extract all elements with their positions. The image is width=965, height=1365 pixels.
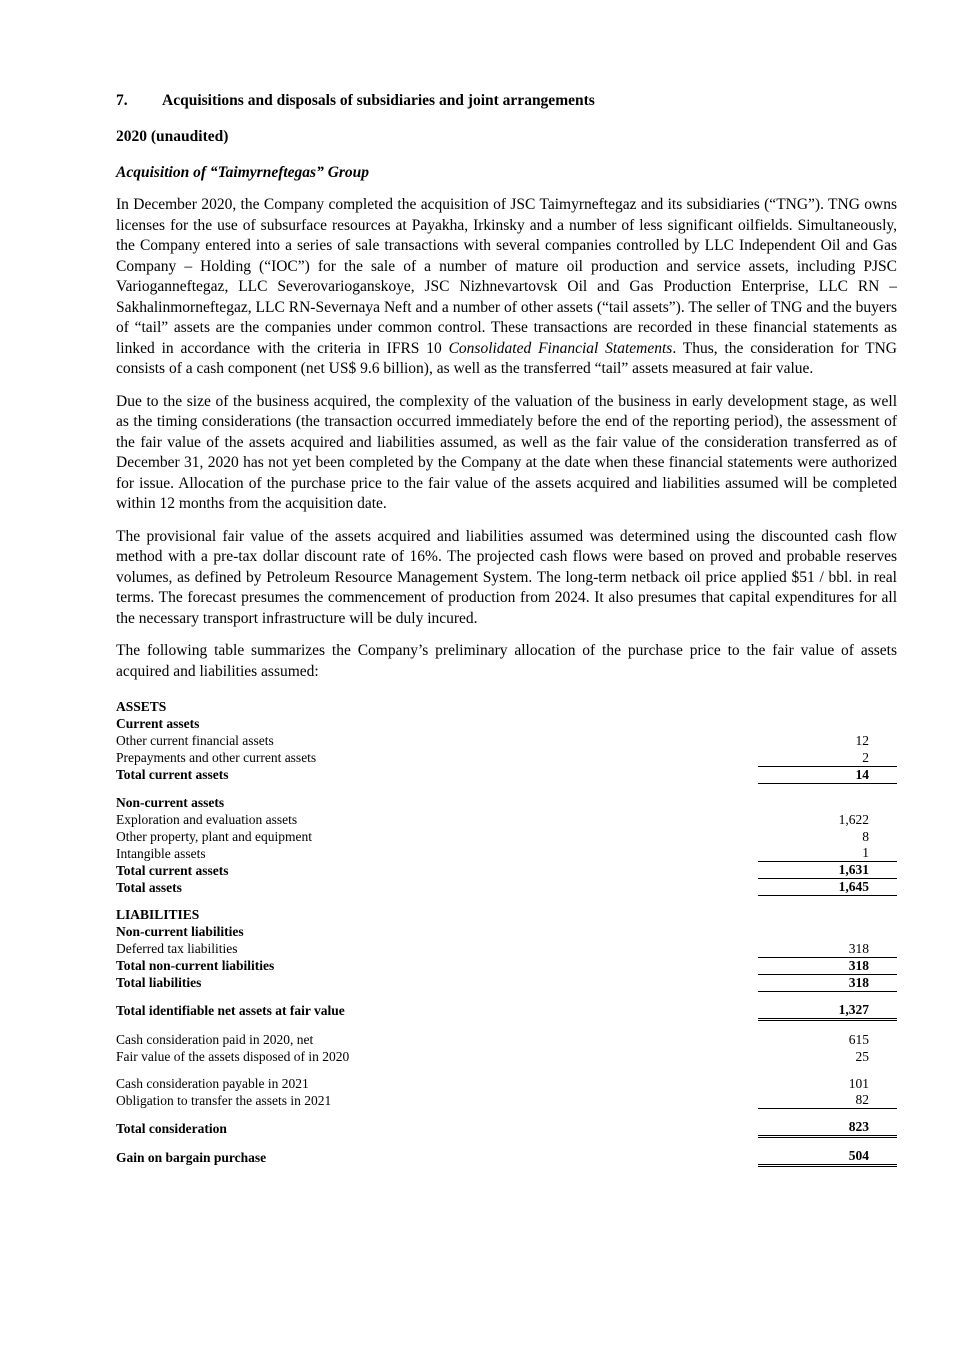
paragraph-2: Due to the size of the business acquired, the complexity of the valuation of the business in early development stage, as well as the timing considerations (the transaction occurred immediately before the end of the reporting period), the assessment of the fair value of the assets acquired and liabilities assumed, as well as the fair value of the consideration transferred as of December 31, 2020 has not yet been completed by the Company at the date when these financial statements were authorized for issue. Allocation of the purchase price to the fair value of the assets acquired and liabilities assumed will be completed within 12 months from the acquisition date. <box>116 392 897 512</box>
table-row: Total consideration 823 <box>116 1119 897 1137</box>
table-row: Total assets 1,645 <box>116 879 897 896</box>
section-heading <box>116 92 897 110</box>
table-row: Other property, plant and equipment 8 <box>116 828 869 844</box>
table-row: Deferred tax liabilities 318 <box>116 940 897 957</box>
paragraph-1: In December 2020, the Company completed the acquisition of JSC Taimyrneftegaz and its subsidiaries (“TNG”). TNG owns licenses for the use of subsurface resources at Payakha, Irkinsky and a number of less significant oilfields. Simultaneously, the Company entered into a series of sale transactions with several companies controlled by LLC Independent Oil and Gas Company – Holding (“IOC”) for the sale of a number of mature oil production and service assets, including PJSC Varioganneftegaz, LLC Severovarioganskoye, JSC Nizhnevartovsk Oil and Gas Production Enterprise, LLC RN – Sakhalinmorneftegaz, LLC RN-Severnaya Neft and a number of other assets (“tail assets”). The seller of TNG and the buyers of “tail” assets are the companies under common control. These transactions are recorded in these financial statements as linked in accordance with the criteria in IFRS 10 Consolidated Financial Statements. Thus, the consideration for TNG consists of a cash component (net US$ 9.6 billion), as well as the transferred “tail” assets measured at fair value. <box>116 196 898 377</box>
table-row: Obligation to transfer the assets in 2021 82 <box>116 1092 897 1109</box>
table-row: Fair value of the assets disposed of in 2020 25 <box>116 1048 869 1064</box>
table-row: Cash consideration payable in 2021 101 <box>116 1075 869 1091</box>
section-number: 7. <box>116 92 128 109</box>
table-row: Total current assets 1,631 <box>116 862 897 879</box>
table-row: Non-current assets <box>116 794 225 810</box>
paragraph-3: The provisional fair value of the assets acquired and liabilities assumed was determined using the discounted cash flow method with a pre-tax dollar discount rate of 16%. The projected cash flows were based on proved and probable reserves volumes, as defined by Petroleum Resource Management System. The long-term netback oil price applied $51 / bbl. in real terms. The forecast presumes the commencement of production from 2024. It also presumes that capital expenditures for all the necessary transport infrastructure will be duly incured. <box>116 527 897 627</box>
table-row: Non-current liabilities <box>116 924 244 939</box>
paragraph-4: The following table summarizes the Company’s preliminary allocation of the purchase price to the fair value of assets acquired and liabilities assumed: <box>116 642 897 680</box>
table-row: Gain on bargain purchase 504 <box>116 1148 897 1166</box>
table-row: Total liabilities 318 <box>116 974 897 991</box>
table-row: LIABILITIES <box>116 907 200 922</box>
table-row: Cash consideration paid in 2020, net 615 <box>116 1031 869 1047</box>
period-heading: 2020 (unaudited) <box>116 128 229 145</box>
document-page <box>116 92 897 1167</box>
table-row: Intangible assets 1 <box>116 845 897 862</box>
table-row: Total identifiable net assets at fair value 1,327 <box>116 1002 897 1020</box>
table-row: Current assets <box>116 716 200 731</box>
subsection-heading: Acquisition of “Taimyrneftegas” Group <box>116 164 370 181</box>
table-row: ASSETS <box>116 699 167 714</box>
table-row: Other current financial assets 12 <box>116 733 869 748</box>
purchase-price-allocation-table <box>116 698 897 1167</box>
ifrs-reference: Consolidated Financial Statements <box>448 339 673 357</box>
section-title: Acquisitions and disposals of subsidiaries and joint arrangements <box>162 92 595 109</box>
table-row: Exploration and evaluation assets 1,622 <box>116 811 869 827</box>
table-row: Total current assets 14 <box>116 766 897 783</box>
table-row: Total non-current liabilities 318 <box>116 957 897 974</box>
table-row: Prepayments and other current assets 2 <box>116 749 897 766</box>
